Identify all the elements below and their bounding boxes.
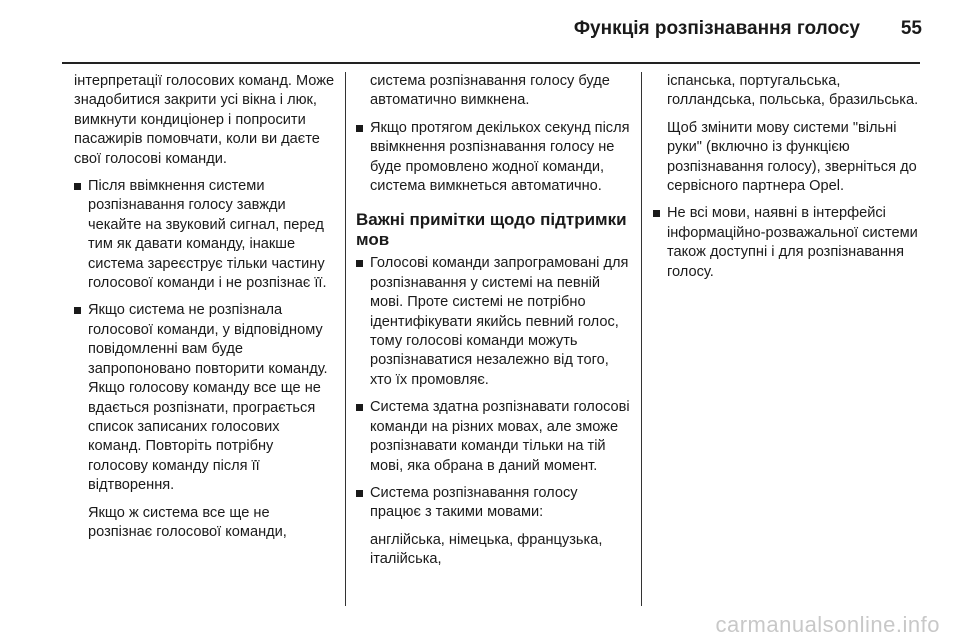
column-2 <box>356 72 632 578</box>
header-divider <box>62 62 920 64</box>
square-bullet-icon <box>653 210 660 217</box>
square-bullet-icon <box>356 490 363 497</box>
paragraph: Щоб змінити мову системи "вільні руки" (включно із функцією розпізнавання голосу), зверніться до сервісного партнера Opel. <box>667 119 917 195</box>
paragraph: Якщо ж система все ще не розпізнає голосової команди, <box>88 504 287 540</box>
square-bullet-icon <box>74 183 81 190</box>
watermark: carmanualsonline.info <box>715 612 940 637</box>
paragraph: інтерпретації голосових команд. Може знадобитися закрити усі вікна і люк, вимкнути кондиціонер і попросити пасажирів помовчати, коли ви даєте свої голосові команди. <box>74 73 335 167</box>
paragraph: англійська, німецька, французька, італійська, <box>370 531 603 568</box>
section-heading: Важні примітки щодо підтримки мов <box>356 210 627 250</box>
paragraph: система розпізнавання голосу буде автоматично вимкнена. <box>370 73 610 109</box>
column-divider-1 <box>345 72 346 606</box>
square-bullet-icon <box>356 404 363 411</box>
bullet-item <box>653 204 929 282</box>
square-bullet-icon <box>356 260 363 267</box>
bullet-item <box>356 398 632 476</box>
square-bullet-icon <box>356 125 363 132</box>
column-3 <box>653 72 929 290</box>
bullet-text: Голосові команди запрограмовані для розпізнавання у системі на певній мові. Проте системі не потрібно ідентифікувати якийсь певний голос, тому голосові команди можуть розпізнаватися незалежно від того, хто їх промовляє. <box>370 255 629 388</box>
column-1 <box>74 72 336 550</box>
bullet-text: Система здатна розпізнавати голосові команди на різних мовах, але зможе розпізнавати команди тільки на тій мові, яка обрана в даний момент. <box>370 399 630 474</box>
page-title: Функція розпізнавання голосу <box>573 18 860 39</box>
bullet-item <box>74 301 336 495</box>
bullet-text: Система розпізнавання голосу працює з такими мовами: <box>370 484 578 521</box>
column-divider-2 <box>641 72 642 606</box>
bullet-item <box>356 254 632 390</box>
square-bullet-icon <box>74 307 81 314</box>
bullet-text: Після ввімкнення системи розпізнавання голосу завжди чекайте на звуковий сигнал, перед тим як давати команду, інакше система зареєструє тільки частину голосової команди і не розпізнає її. <box>88 178 327 292</box>
bullet-item <box>74 177 336 293</box>
bullet-text: Не всі мови, наявні в інтерфейсі інформаційно-розважальної системи також доступні і для розпізнавання голосу. <box>667 205 918 280</box>
bullet-text: Якщо система не розпізнала голосової команди, у відповідному повідомленні вам буде запропоновано повторити команду. Якщо голосову команду все ще не вдається розпізнати, програється список записаних голосових команд. Повторіть потрібну голосову команду після її відтворення. <box>88 302 328 494</box>
bullet-item <box>356 119 632 197</box>
page-number: 55 <box>900 18 922 39</box>
bullet-text: Якщо протягом декількох секунд після ввімкнення розпізнавання голосу не буде промовлено жодної команди, система вимкнеться автоматично. <box>370 119 630 195</box>
paragraph: іспанська, португальська, голландська, польська, бразильська. <box>667 73 919 109</box>
bullet-item <box>356 484 632 523</box>
